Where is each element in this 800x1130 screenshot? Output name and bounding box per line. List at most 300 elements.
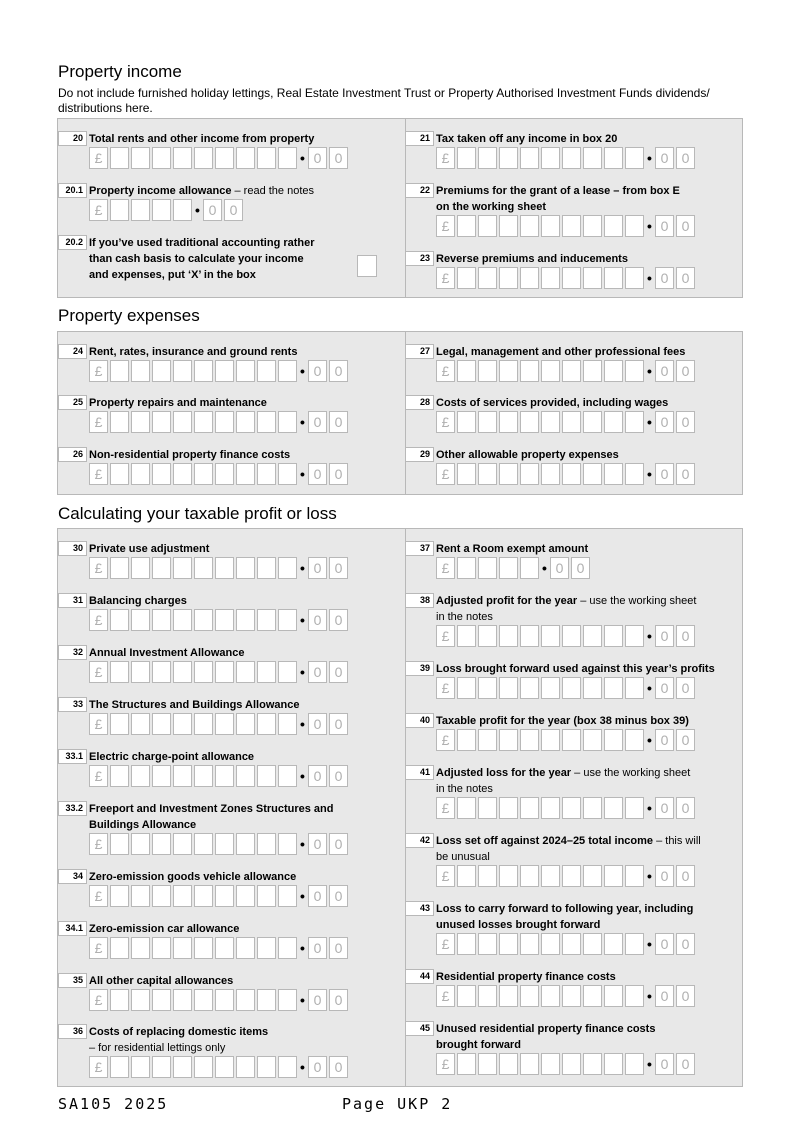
digit-cell[interactable] [173, 411, 192, 433]
digit-cell[interactable] [173, 661, 192, 683]
money-field-box-37[interactable] [436, 557, 592, 579]
digit-cell[interactable] [583, 267, 602, 289]
digit-cell[interactable] [110, 199, 129, 221]
digit-cell[interactable] [541, 1053, 560, 1075]
pound-sign: £ [89, 557, 108, 579]
digit-cell[interactable] [236, 937, 255, 959]
digit-cell[interactable] [520, 933, 539, 955]
digit-cell[interactable] [236, 765, 255, 787]
digit-cell[interactable] [520, 1053, 539, 1075]
digit-cell[interactable] [257, 360, 276, 382]
digit-cell[interactable] [604, 215, 623, 237]
digit-cell[interactable] [457, 463, 476, 485]
digit-cell[interactable] [278, 833, 297, 855]
digit-cell[interactable] [478, 933, 497, 955]
digit-cell[interactable] [194, 765, 213, 787]
digit-cell[interactable] [236, 147, 255, 169]
digit-cell[interactable] [152, 411, 171, 433]
digit-cell[interactable] [215, 557, 234, 579]
digit-cell[interactable] [173, 360, 192, 382]
digit-cell[interactable] [173, 713, 192, 735]
digit-cell[interactable] [278, 1056, 297, 1078]
digit-cell[interactable] [457, 557, 476, 579]
digit-cell[interactable] [194, 557, 213, 579]
digit-cell[interactable] [583, 729, 602, 751]
digit-cell[interactable] [541, 215, 560, 237]
digit-cell[interactable] [499, 463, 518, 485]
digit-cell[interactable] [236, 1056, 255, 1078]
digit-cell[interactable] [257, 1056, 276, 1078]
digit-cell[interactable] [562, 933, 581, 955]
digit-cell[interactable] [131, 199, 150, 221]
digit-cell[interactable] [625, 933, 644, 955]
digit-cell[interactable] [110, 989, 129, 1011]
digit-cell[interactable] [520, 215, 539, 237]
digit-cell[interactable] [625, 729, 644, 751]
digit-cell[interactable] [541, 267, 560, 289]
digit-cell[interactable] [478, 985, 497, 1007]
digit-cell[interactable] [278, 885, 297, 907]
digit-cell[interactable] [152, 765, 171, 787]
digit-cell[interactable] [562, 360, 581, 382]
digit-cell[interactable] [478, 1053, 497, 1075]
digit-cell[interactable] [215, 1056, 234, 1078]
digit-cell[interactable] [215, 411, 234, 433]
digit-cell[interactable] [131, 360, 150, 382]
digit-cell[interactable] [520, 677, 539, 699]
digit-cell[interactable] [604, 797, 623, 819]
digit-cell[interactable] [499, 360, 518, 382]
digit-cell[interactable] [110, 833, 129, 855]
money-field-box-35[interactable] [89, 989, 350, 1011]
money-field-box-43[interactable] [436, 933, 697, 955]
digit-cell[interactable] [152, 360, 171, 382]
digit-cell[interactable] [520, 797, 539, 819]
money-field-box-38[interactable] [436, 625, 697, 647]
box-number: 40 [405, 713, 434, 728]
digit-cell[interactable] [173, 885, 192, 907]
digit-cell[interactable] [562, 625, 581, 647]
money-field-box-28[interactable] [436, 411, 697, 433]
money-field-box-33-2[interactable] [89, 833, 350, 855]
money-field-box-40[interactable] [436, 729, 697, 751]
digit-cell[interactable] [520, 625, 539, 647]
digit-cell[interactable] [625, 985, 644, 1007]
digit-cell[interactable] [173, 147, 192, 169]
money-field-box-33-1[interactable] [89, 765, 350, 787]
digit-cell[interactable] [457, 865, 476, 887]
digit-cell[interactable] [562, 463, 581, 485]
digit-cell[interactable] [131, 661, 150, 683]
digit-cell[interactable] [215, 463, 234, 485]
pound-sign: £ [436, 797, 455, 819]
digit-cell[interactable] [625, 1053, 644, 1075]
digit-cell[interactable] [457, 933, 476, 955]
digit-cell[interactable] [478, 625, 497, 647]
digit-cell[interactable] [457, 267, 476, 289]
digit-cell[interactable] [236, 411, 255, 433]
digit-cell[interactable] [194, 885, 213, 907]
money-field-box-25[interactable] [89, 411, 350, 433]
digit-cell[interactable] [173, 833, 192, 855]
digit-cell[interactable] [478, 360, 497, 382]
digit-cell[interactable] [604, 267, 623, 289]
digit-cell[interactable] [110, 609, 129, 631]
digit-cell[interactable] [625, 360, 644, 382]
digit-cell[interactable] [541, 933, 560, 955]
digit-cell[interactable] [625, 865, 644, 887]
digit-cell[interactable] [173, 557, 192, 579]
digit-cell[interactable] [194, 713, 213, 735]
digit-cell[interactable] [152, 463, 171, 485]
digit-cell[interactable] [131, 989, 150, 1011]
digit-cell[interactable] [257, 147, 276, 169]
digit-cell[interactable] [625, 463, 644, 485]
digit-cell[interactable] [110, 463, 129, 485]
money-field-box-44[interactable] [436, 985, 697, 1007]
digit-cell[interactable] [152, 1056, 171, 1078]
digit-cell[interactable] [131, 411, 150, 433]
digit-cell[interactable] [236, 713, 255, 735]
digit-cell[interactable] [173, 463, 192, 485]
pence-cell: 0 [329, 833, 348, 855]
digit-cell[interactable] [478, 677, 497, 699]
money-field-box-27[interactable] [436, 360, 697, 382]
digit-cell[interactable] [257, 833, 276, 855]
digit-cell[interactable] [110, 1056, 129, 1078]
digit-cell[interactable] [110, 147, 129, 169]
digit-cell[interactable] [215, 989, 234, 1011]
digit-cell[interactable] [194, 609, 213, 631]
money-field-box-32[interactable] [89, 661, 350, 683]
digit-cell[interactable] [278, 989, 297, 1011]
digit-cell[interactable] [278, 147, 297, 169]
digit-cell[interactable] [131, 463, 150, 485]
digit-cell[interactable] [215, 609, 234, 631]
digit-cell[interactable] [278, 360, 297, 382]
money-field-box-41[interactable] [436, 797, 697, 819]
money-field-box-34-1[interactable] [89, 937, 350, 959]
digit-cell[interactable] [583, 1053, 602, 1075]
digit-cell[interactable] [257, 609, 276, 631]
digit-cell[interactable] [215, 885, 234, 907]
digit-cell[interactable] [541, 625, 560, 647]
digit-cell[interactable] [478, 557, 497, 579]
digit-cell[interactable] [457, 1053, 476, 1075]
digit-cell[interactable] [194, 937, 213, 959]
digit-cell[interactable] [457, 215, 476, 237]
digit-cell[interactable] [215, 937, 234, 959]
digit-cell[interactable] [194, 989, 213, 1011]
digit-cell[interactable] [457, 147, 476, 169]
digit-cell[interactable] [625, 411, 644, 433]
digit-cell[interactable] [520, 985, 539, 1007]
digit-cell[interactable] [499, 557, 518, 579]
digit-cell[interactable] [236, 360, 255, 382]
digit-cell[interactable] [278, 463, 297, 485]
digit-cell[interactable] [499, 933, 518, 955]
pence-cell: 0 [655, 625, 674, 647]
digit-cell[interactable] [478, 215, 497, 237]
digit-cell[interactable] [278, 661, 297, 683]
digit-cell[interactable] [520, 557, 539, 579]
digit-cell[interactable] [604, 933, 623, 955]
digit-cell[interactable] [520, 360, 539, 382]
digit-cell[interactable] [257, 937, 276, 959]
digit-cell[interactable] [478, 729, 497, 751]
digit-cell[interactable] [131, 765, 150, 787]
digit-cell[interactable] [236, 989, 255, 1011]
digit-cell[interactable] [152, 713, 171, 735]
digit-cell[interactable] [478, 797, 497, 819]
digit-cell[interactable] [625, 215, 644, 237]
digit-cell[interactable] [236, 557, 255, 579]
digit-cell[interactable] [583, 933, 602, 955]
digit-cell[interactable] [152, 661, 171, 683]
digit-cell[interactable] [194, 833, 213, 855]
money-field-box-42[interactable] [436, 865, 697, 887]
digit-cell[interactable] [236, 463, 255, 485]
digit-cell[interactable] [110, 360, 129, 382]
digit-cell[interactable] [257, 557, 276, 579]
digit-cell[interactable] [499, 267, 518, 289]
digit-cell[interactable] [131, 833, 150, 855]
digit-cell[interactable] [562, 267, 581, 289]
digit-cell[interactable] [604, 147, 623, 169]
digit-cell[interactable] [583, 463, 602, 485]
digit-cell[interactable] [131, 937, 150, 959]
money-field-box-31[interactable] [89, 609, 350, 631]
digit-cell[interactable] [257, 411, 276, 433]
digit-cell[interactable] [499, 625, 518, 647]
digit-cell[interactable] [520, 865, 539, 887]
digit-cell[interactable] [583, 797, 602, 819]
digit-cell[interactable] [152, 147, 171, 169]
digit-cell[interactable] [152, 885, 171, 907]
digit-cell[interactable] [604, 411, 623, 433]
digit-cell[interactable] [278, 713, 297, 735]
digit-cell[interactable] [583, 985, 602, 1007]
money-field-box-34[interactable] [89, 885, 350, 907]
digit-cell[interactable] [131, 1056, 150, 1078]
digit-cell[interactable] [541, 463, 560, 485]
digit-cell[interactable] [478, 267, 497, 289]
digit-cell[interactable] [215, 147, 234, 169]
box-number: 28 [405, 395, 434, 410]
digit-cell[interactable] [257, 713, 276, 735]
digit-cell[interactable] [194, 411, 213, 433]
digit-cell[interactable] [478, 147, 497, 169]
digit-cell[interactable] [457, 411, 476, 433]
digit-cell[interactable] [257, 989, 276, 1011]
digit-cell[interactable] [257, 463, 276, 485]
digit-cell[interactable] [110, 661, 129, 683]
digit-cell[interactable] [173, 609, 192, 631]
digit-cell[interactable] [110, 937, 129, 959]
money-field-box-21[interactable] [436, 147, 697, 169]
digit-cell[interactable] [152, 833, 171, 855]
digit-cell[interactable] [583, 865, 602, 887]
digit-cell[interactable] [541, 985, 560, 1007]
digit-cell[interactable] [215, 360, 234, 382]
money-field-box-39[interactable] [436, 677, 697, 699]
digit-cell[interactable] [478, 411, 497, 433]
money-field-box-30[interactable] [89, 557, 350, 579]
digit-cell[interactable] [110, 765, 129, 787]
digit-cell[interactable] [110, 885, 129, 907]
digit-cell[interactable] [562, 797, 581, 819]
digit-cell[interactable] [110, 713, 129, 735]
digit-cell[interactable] [194, 661, 213, 683]
digit-cell[interactable] [520, 729, 539, 751]
digit-cell[interactable] [110, 557, 129, 579]
digit-cell[interactable] [499, 147, 518, 169]
digit-cell[interactable] [215, 833, 234, 855]
digit-cell[interactable] [562, 411, 581, 433]
digit-cell[interactable] [215, 661, 234, 683]
digit-cell[interactable] [583, 677, 602, 699]
digit-cell[interactable] [278, 609, 297, 631]
digit-cell[interactable] [562, 147, 581, 169]
digit-cell[interactable] [520, 411, 539, 433]
digit-cell[interactable] [173, 937, 192, 959]
money-field-box-33[interactable] [89, 713, 350, 735]
digit-cell[interactable] [541, 147, 560, 169]
money-field-box-24[interactable] [89, 360, 350, 382]
digit-cell[interactable] [625, 267, 644, 289]
digit-cell[interactable] [194, 1056, 213, 1078]
digit-cell[interactable] [499, 1053, 518, 1075]
digit-cell[interactable] [457, 625, 476, 647]
digit-cell[interactable] [457, 360, 476, 382]
digit-cell[interactable] [152, 199, 171, 221]
digit-cell[interactable] [131, 713, 150, 735]
money-field-box-36[interactable] [89, 1056, 350, 1078]
digit-cell[interactable] [604, 985, 623, 1007]
money-field-box-45[interactable] [436, 1053, 697, 1075]
traditional-accounting-checkbox[interactable] [357, 255, 377, 277]
digit-cell[interactable] [257, 765, 276, 787]
digit-cell[interactable] [625, 797, 644, 819]
digit-cell[interactable] [152, 989, 171, 1011]
digit-cell[interactable] [236, 661, 255, 683]
digit-cell[interactable] [520, 463, 539, 485]
digit-cell[interactable] [499, 411, 518, 433]
box-number: 37 [405, 541, 434, 556]
digit-cell[interactable] [541, 677, 560, 699]
digit-cell[interactable] [541, 865, 560, 887]
digit-cell[interactable] [625, 625, 644, 647]
digit-cell[interactable] [173, 989, 192, 1011]
digit-cell[interactable] [583, 215, 602, 237]
digit-cell[interactable] [499, 677, 518, 699]
digit-cell[interactable] [478, 463, 497, 485]
digit-cell[interactable] [257, 885, 276, 907]
digit-cell[interactable] [457, 677, 476, 699]
digit-cell[interactable] [110, 411, 129, 433]
digit-cell[interactable] [499, 215, 518, 237]
digit-cell[interactable] [625, 147, 644, 169]
money-field-box-20[interactable] [89, 147, 350, 169]
digit-cell[interactable] [236, 885, 255, 907]
digit-cell[interactable] [131, 609, 150, 631]
digit-cell[interactable] [278, 411, 297, 433]
decimal-point: • [300, 716, 305, 732]
digit-cell[interactable] [604, 729, 623, 751]
digit-cell[interactable] [499, 865, 518, 887]
digit-cell[interactable] [152, 937, 171, 959]
digit-cell[interactable] [583, 625, 602, 647]
digit-cell[interactable] [215, 713, 234, 735]
digit-cell[interactable] [541, 797, 560, 819]
digit-cell[interactable] [278, 765, 297, 787]
digit-cell[interactable] [562, 729, 581, 751]
digit-cell[interactable] [131, 147, 150, 169]
digit-cell[interactable] [194, 463, 213, 485]
digit-cell[interactable] [583, 147, 602, 169]
digit-cell[interactable] [541, 411, 560, 433]
digit-cell[interactable] [194, 147, 213, 169]
digit-cell[interactable] [499, 729, 518, 751]
digit-cell[interactable] [152, 557, 171, 579]
digit-cell[interactable] [562, 985, 581, 1007]
digit-cell[interactable] [173, 1056, 192, 1078]
digit-cell[interactable] [278, 557, 297, 579]
digit-cell[interactable] [131, 885, 150, 907]
digit-cell[interactable] [625, 677, 644, 699]
digit-cell[interactable] [173, 199, 192, 221]
digit-cell[interactable] [604, 865, 623, 887]
digit-cell[interactable] [236, 609, 255, 631]
digit-cell[interactable] [562, 865, 581, 887]
digit-cell[interactable] [457, 985, 476, 1007]
digit-cell[interactable] [562, 677, 581, 699]
digit-cell[interactable] [457, 797, 476, 819]
pence-cell: 0 [676, 1053, 695, 1075]
digit-cell[interactable] [278, 937, 297, 959]
money-field-box-20-1[interactable] [89, 199, 245, 221]
digit-cell[interactable] [194, 360, 213, 382]
digit-cell[interactable] [131, 557, 150, 579]
digit-cell[interactable] [173, 765, 192, 787]
digit-cell[interactable] [583, 360, 602, 382]
digit-cell[interactable] [562, 215, 581, 237]
digit-cell[interactable] [152, 609, 171, 631]
digit-cell[interactable] [499, 985, 518, 1007]
digit-cell[interactable] [215, 765, 234, 787]
digit-cell[interactable] [562, 1053, 581, 1075]
digit-cell[interactable] [541, 360, 560, 382]
digit-cell[interactable] [257, 661, 276, 683]
money-field-box-22[interactable] [436, 215, 697, 237]
money-field-box-23[interactable] [436, 267, 697, 289]
money-field-box-26[interactable] [89, 463, 350, 485]
digit-cell[interactable] [604, 1053, 623, 1075]
digit-cell[interactable] [604, 677, 623, 699]
digit-cell[interactable] [520, 267, 539, 289]
digit-cell[interactable] [604, 360, 623, 382]
digit-cell[interactable] [457, 729, 476, 751]
digit-cell[interactable] [583, 411, 602, 433]
digit-cell[interactable] [236, 833, 255, 855]
digit-cell[interactable] [499, 797, 518, 819]
digit-cell[interactable] [520, 147, 539, 169]
digit-cell[interactable] [604, 625, 623, 647]
money-field-box-29[interactable] [436, 463, 697, 485]
digit-cell[interactable] [541, 729, 560, 751]
digit-cell[interactable] [604, 463, 623, 485]
digit-cell[interactable] [478, 865, 497, 887]
